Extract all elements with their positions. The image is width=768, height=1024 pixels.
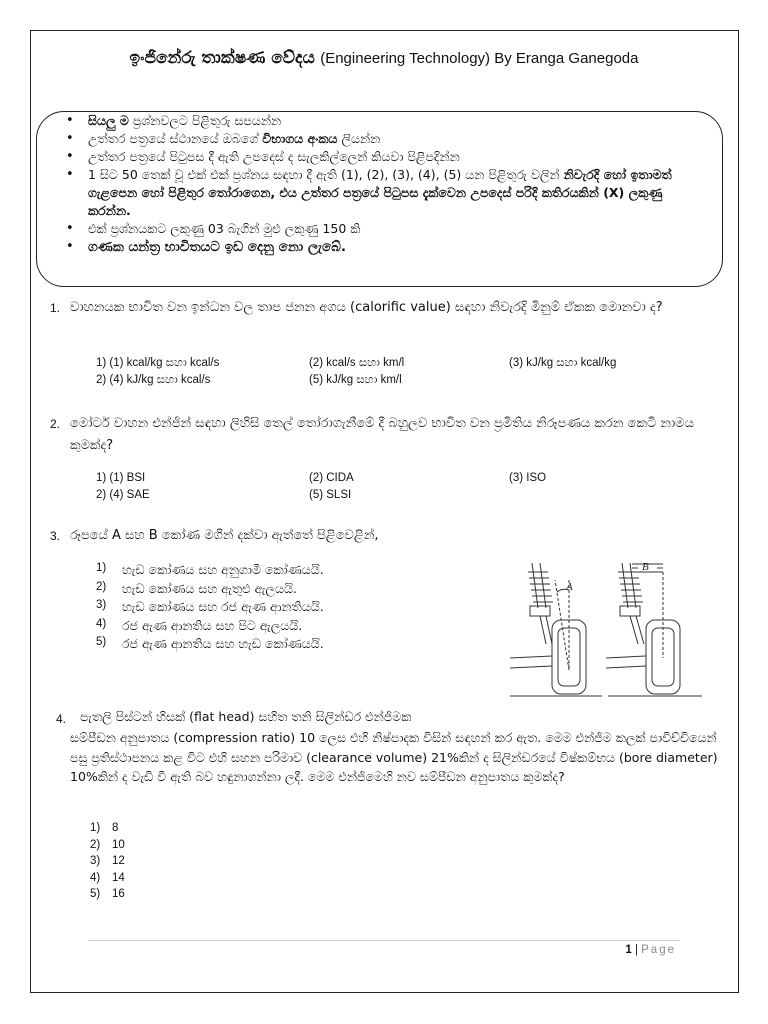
instruction-bold: නිවැරදි හෝ ඉතාමත් ගැළපෙන හෝ පිළිතුර තෝරාගෙන, එය උත්තර පත්‍රයේ පිටුපස දැක්වෙන උපදෙස් පරිදි කතිරයකින් (X) ලකුණු කරන්න. — [88, 167, 672, 218]
instruction-pre: උත්තර පත්‍රයේ ස්ථානයේ ඔබගේ — [88, 131, 263, 146]
question-4-text: සම්පීඩන අනුපාතය (compression ratio) 10 ලෙස එහි නිෂ්පාදක විසින් සඳහන් කර ඇත. මෙම එන්ජිම කලක් පාවිච්චියෙන් පසු ප්‍රතිස්ථාපනය කළ විට එහි සහන පරිමාව (clearance volume) 21%කින් ද සිලින්ඩරයේ විෂ්කම්භය (bore diameter) 10%කින් ද වැඩි වී ඇති බව හඳුනාගන්නා ලදී. මෙම එන්ජිමෙහි නව සම්පීඩන අනුපාතය කුමක්ද? — [70, 730, 718, 784]
question-3-options — [96, 562, 456, 655]
option-text: රජ ඇණ ආනතිය සහ පිට ඇලයයි. — [122, 617, 303, 633]
instructions-list — [62, 112, 702, 256]
instruction-pre: 1 සිට 50 තෙක් වූ එක් එක් ප්‍රශ්නය සඳහා දී ඇති (1), (2), (3), (4), (5) යන පිළිතුරු වලින් — [88, 167, 564, 182]
question-2 — [50, 413, 710, 457]
question-4-first-line: පැතලි පිස්ටන් හිසක් (flat head) සහිත තනි සිලින්ඩර එන්ජිමක — [80, 709, 412, 724]
question-1-number: 1. — [50, 301, 61, 315]
instruction-item — [62, 148, 702, 166]
title-sinhala: ඉංජිනේරු තාක්ෂණ වේදය — [129, 48, 315, 68]
option-value: 10 — [112, 838, 125, 851]
footer-divider — [88, 940, 680, 941]
option: (3) ISO — [509, 472, 547, 484]
title-english: (Engineering Technology) By Eranga Ganegoda — [320, 50, 639, 67]
option — [96, 562, 456, 581]
question-1-text: වාහනයක භාවිත වන ඉන්ධන වල තාප ජනන අගය (calorific value) සඳහා නිවැරදි මිනුම් ඒකක මොනවා ද? — [70, 300, 663, 315]
instruction-bold: ගණක යන්ත්‍ර භාවිතයට ඉඩ දෙනු නො ලැබේ. — [88, 239, 346, 255]
option: (2) kcal/s සහා km/l — [309, 357, 405, 369]
option-value: 16 — [112, 888, 125, 900]
question-1-stem — [50, 297, 710, 319]
instruction-item — [62, 112, 702, 130]
option-text: හැඩ කෝණය සහ රජ ඇණ ආනතියයි. — [122, 599, 324, 614]
option: 2) (4) kJ/kg සහා kcal/s — [96, 374, 211, 386]
question-3 — [50, 525, 710, 547]
question-1 — [50, 297, 710, 319]
option — [96, 636, 456, 655]
page-number: 1 — [625, 944, 632, 956]
option: (2) CIDA — [309, 472, 354, 484]
question-2-text: මෝටර් වාහන එන්ජින් සඳහා ලිහිසි තෙල් තෝරාගැනීමේ දී බහුලව භාවිත වන ප්‍රමිතිය නිරූපණය කරන කෙටි නාමය කුමක්ද? — [70, 416, 694, 453]
instruction-pre: එක් ප්‍රශ්නයකට ලකුණු 03 බැගින් මුළු ලකුණු 150 කි — [88, 221, 361, 236]
option — [96, 618, 456, 637]
option-value: 14 — [112, 871, 125, 884]
suspension-figure-b — [606, 563, 702, 696]
question-2-number: 2. — [50, 417, 61, 431]
option: (5) kJ/kg සහා km/l — [309, 374, 402, 386]
option: (3) kJ/kg සහා kcal/kg — [509, 357, 617, 369]
question-2-options-row-2 — [96, 489, 716, 506]
instruction-item — [62, 238, 702, 256]
wheel-angle-figure — [510, 558, 706, 698]
option-number: 1) — [96, 562, 107, 574]
page-footer — [625, 944, 676, 956]
option: 1) (1) kcal/kg සහා kcal/s — [96, 357, 220, 369]
question-2-stem — [50, 413, 710, 457]
option-number: 4) — [90, 871, 101, 884]
instruction-bold: විභාගය අංකය — [262, 131, 338, 146]
option-number: 3) — [96, 599, 107, 611]
option-number: 2) — [96, 580, 107, 593]
instruction-post: ලියන්න — [337, 131, 381, 146]
option: 1) (1) BSI — [96, 472, 146, 484]
angle-b-label: B — [642, 561, 649, 573]
suspension-figure-a — [510, 563, 602, 696]
question-2-options — [96, 472, 716, 506]
option-value: 12 — [112, 855, 125, 867]
question-1-options-row-2 — [96, 374, 716, 391]
question-3-text: රූපයේ A සහ B කෝණ මගින් දක්වා ඇත්තේ පිළිවෙළින්, — [70, 528, 379, 543]
option-number: 5) — [90, 888, 101, 900]
instruction-pre: උත්තර පත්‍රයේ පිටුපස දී ඇති උපදෙස් ද සැලකිල්ලෙන් කියවා පිළිපදින්න — [88, 149, 460, 164]
option: (5) SLSI — [309, 489, 352, 501]
option — [96, 581, 456, 600]
option-text: හැඩ කෝණය සහ අනුගාමී කෝණයයි. — [122, 562, 324, 577]
instruction-post: ප්‍රශ්නවලට පිළිතුරු සපයන්න — [128, 113, 282, 128]
instruction-item — [62, 166, 702, 220]
question-3-number: 3. — [50, 529, 61, 543]
option — [96, 599, 456, 618]
option-value: 8 — [112, 822, 119, 834]
page-title — [0, 48, 768, 68]
option-number: 4) — [96, 617, 107, 630]
option-number: 5) — [96, 636, 107, 648]
angle-a-label: A — [566, 581, 573, 593]
question-2-options-row-1 — [96, 472, 716, 489]
option-number: 3) — [90, 855, 101, 867]
option-text: රජ ඇණ ආනතිය සහ හැඩ කෝණයයි. — [122, 636, 324, 651]
instruction-bold: සියලු ම — [88, 113, 129, 128]
option-number: 2) — [90, 838, 101, 851]
option: 2) (4) SAE — [96, 489, 150, 501]
question-1-options-row-1 — [96, 357, 716, 374]
option-number: 1) — [90, 822, 101, 834]
option-text: හැඩ කෝණය සහ ඇතුළු ඇලයයි. — [122, 580, 297, 596]
question-3-stem — [50, 525, 710, 547]
page-separator: | — [634, 944, 638, 956]
instruction-item — [62, 220, 702, 238]
page-label: Page — [641, 944, 676, 956]
instruction-item — [62, 130, 702, 148]
question-1-options — [96, 357, 716, 391]
question-4-number: 4. — [56, 712, 67, 726]
